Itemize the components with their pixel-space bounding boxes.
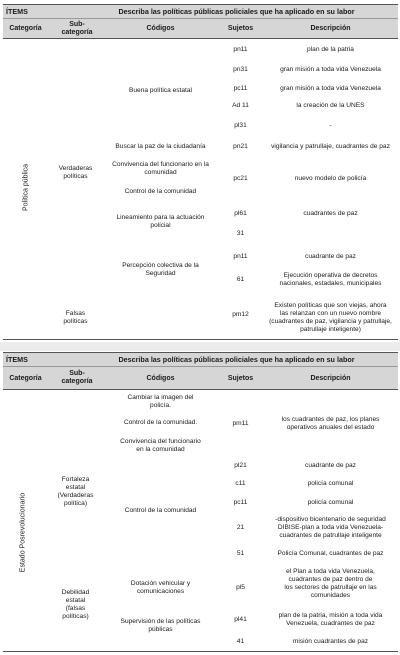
description-text: policía comunal [307, 499, 354, 506]
question-header [3, 353, 398, 366]
question-text: Describa las políticas públicas policiales que ha aplicado en su labor [118, 7, 355, 16]
description-text: el Plan a toda vida Venezuela, cuadrantes de paz dentro de los sectores de patrullaje en las comunidades [284, 568, 377, 599]
description-text: misión cuadrantes de paz [292, 638, 369, 645]
subject-code: 41 [236, 638, 245, 645]
description-text: policía comunal [307, 480, 354, 487]
table-estado-posrevolucionario [3, 352, 398, 653]
code-label: Buscar la paz de la ciudadanía [115, 143, 206, 150]
description-text: - [329, 122, 332, 129]
code-label: Convivencia del funcionario en la comunidad [120, 438, 201, 453]
subject-code: Ad 11 [232, 102, 249, 109]
description-text: Existen políticas que son viejas, ahora las relanzan con un nuevo nombre (cuadrantes de paz, vigilancia y patrullaje, patrullaje inteligente) [269, 302, 392, 333]
subject-code: pn21 [233, 143, 248, 150]
description-text: gran misión a toda vida Venezuela [280, 85, 381, 92]
category-label: Estado Posrevolucionario [19, 492, 27, 573]
col-codigos: Códigos [146, 25, 175, 32]
question-text: Describa las políticas públicas policiales que ha aplicado en su labor [118, 355, 355, 364]
col-subcategoria: Sub- categoría [61, 370, 93, 385]
subject-code: c11 [235, 480, 246, 487]
subject-code: pl21 [234, 462, 247, 469]
col-categoria: Categoría [9, 25, 42, 32]
code-label: Dotación vehicular y comunicaciones [130, 580, 191, 595]
bottom-rule [3, 651, 398, 652]
code-label: Control de la comunidad [124, 188, 197, 195]
description-text: gran misión a toda vida Venezuela [280, 66, 381, 73]
subject-code: pl41 [234, 616, 247, 623]
items-label: ÍTEMS [6, 7, 28, 16]
subject-code: pc21 [233, 175, 248, 182]
col-codigos: Códigos [146, 375, 175, 382]
question-header [3, 5, 398, 18]
col-categoria: Categoría [9, 375, 42, 382]
description-text: cuadrante de paz [305, 253, 356, 260]
code-label: Control de la comunidad [124, 507, 197, 514]
subject-code: pn11 [233, 253, 248, 260]
subject-code: pc11 [233, 85, 248, 92]
subject-code: 31 [236, 230, 245, 237]
column-header-rule [3, 389, 398, 390]
description-text: nuevo modelo de policía [294, 175, 367, 182]
code-label: Control de la comunidad. [123, 419, 198, 426]
description-text: -dispositivo bicentenario de seguridad DIBISE-plan a toda vida Venezuela- cuadrantes de patrullaje inteligente [275, 516, 386, 539]
bottom-rule [3, 339, 398, 340]
description-text: Policía Comunal, cuadrantes de paz [277, 550, 384, 557]
description-text: cuadrantes de paz [303, 210, 358, 217]
subcategory-label: Verdaderas políticas [58, 165, 93, 180]
subject-code: pn31 [233, 66, 248, 73]
description-text: plan de la patria [307, 46, 354, 53]
subject-code: pn11 [233, 46, 248, 53]
description-text: Ejecución operativa de decretos nacionales, estadales, municipales [279, 272, 382, 287]
subject-code: pl5 [236, 584, 245, 591]
code-label: Convivencia del funcionario en la comunidad [112, 161, 209, 176]
description-text: cuadrante de paz [305, 462, 356, 469]
col-sujetos: Sujetos [227, 375, 254, 382]
description-text: los cuadrantes de paz, los planes operativos anuales del estado [281, 416, 380, 431]
description-text: la creación de la UNES [296, 102, 365, 109]
subcategory-label: Falsas políticas [63, 310, 88, 325]
code-label: Supervisión de las políticas públicas [120, 618, 201, 633]
category-label: Política pública [22, 163, 30, 212]
description-text: plan de la patria, misión a toda vida Venezuela, cuadrantes de paz [278, 612, 383, 627]
column-header-rule [3, 38, 398, 39]
col-sujetos: Sujetos [227, 25, 254, 32]
subject-code: pm12 [232, 311, 249, 318]
col-descripcion: Descripción [310, 25, 351, 32]
subject-code: 51 [236, 550, 245, 557]
table-politica-publica [3, 4, 398, 340]
column-header-row [3, 19, 398, 38]
code-label: Lineamiento para la actuación policial [116, 214, 205, 229]
subcategory-label: Debilidad estatal (falsas políticas) [61, 589, 90, 620]
subject-code: pc11 [233, 499, 248, 506]
subject-code: 21 [236, 524, 245, 531]
column-header-row [3, 367, 398, 389]
subcategory-label: Fortaleza estatal (Verdaderas política) [57, 476, 94, 507]
items-label: ÍTEMS [6, 355, 28, 364]
col-subcategoria: Sub- categoría [61, 21, 93, 36]
subject-code: pm11 [232, 420, 249, 427]
col-descripcion: Descripción [310, 375, 351, 382]
page-gap [0, 342, 400, 351]
subject-code: pl31 [234, 122, 247, 129]
code-label: Buena política estatal [128, 87, 193, 94]
subject-code: 61 [236, 276, 245, 283]
subject-code: pl61 [234, 210, 247, 217]
description-text: vigilancia y patrullaje, cuadrantes de paz [271, 143, 390, 150]
code-label: Cambiar la imagen del policía. [127, 394, 194, 409]
code-label: Percepción colectiva de la Seguridad [122, 262, 199, 277]
